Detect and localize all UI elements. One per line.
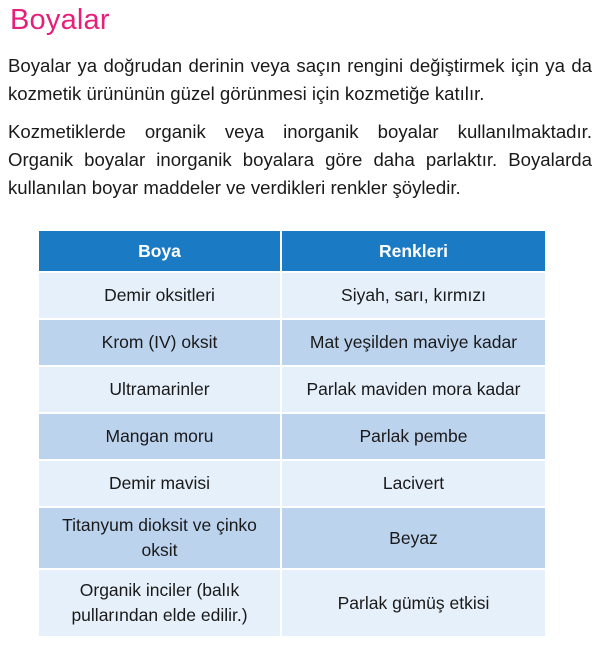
dye-color-table: [37, 229, 545, 638]
cell-boya: Organik inciler (balık pullarından elde edilir.): [38, 569, 281, 637]
header-boya: Boya: [38, 230, 281, 272]
table-header-row: [38, 230, 546, 272]
table-row: [38, 507, 546, 569]
cell-boya: Krom (IV) oksit: [38, 319, 281, 366]
table-row: [38, 413, 546, 460]
table-row: [38, 272, 546, 319]
table-row: [38, 366, 546, 413]
cell-renk: Siyah, sarı, kırmızı: [281, 272, 546, 319]
cell-boya: Demir oksitleri: [38, 272, 281, 319]
cell-renk: Parlak pembe: [281, 413, 546, 460]
intro-paragraph: Boyalar ya doğrudan derinin veya saçın rengini değiştirmek için ya da kozmetik ürününün güzel görünmesi için kozmetiğe katılır.: [8, 55, 592, 104]
cell-boya: Demir mavisi: [38, 460, 281, 507]
cell-boya: Mangan moru: [38, 413, 281, 460]
cell-boya: Ultramarinler: [38, 366, 281, 413]
cell-renk: Mat yeşilden maviye kadar: [281, 319, 546, 366]
cell-renk: Parlak maviden mora kadar: [281, 366, 546, 413]
cell-renk: Parlak gümüş etkisi: [281, 569, 546, 637]
table-row: [38, 569, 546, 637]
dyes-paragraph: Kozmetiklerde organik veya inorganik boyalar kullanılmaktadır. Organik boyalar inorganik boyalara göre daha parlaktır. Boyalarda kullanılan boyar maddeler ve verdikleri renkler şöyledir.: [8, 121, 592, 198]
table-row: [38, 460, 546, 507]
page-title: Boyalar: [10, 4, 110, 36]
cell-renk: Beyaz: [281, 507, 546, 569]
table-row: [38, 319, 546, 366]
cell-renk: Lacivert: [281, 460, 546, 507]
cell-boya: Titanyum dioksit ve çinko oksit: [38, 507, 281, 569]
header-renkleri: Renkleri: [281, 230, 546, 272]
